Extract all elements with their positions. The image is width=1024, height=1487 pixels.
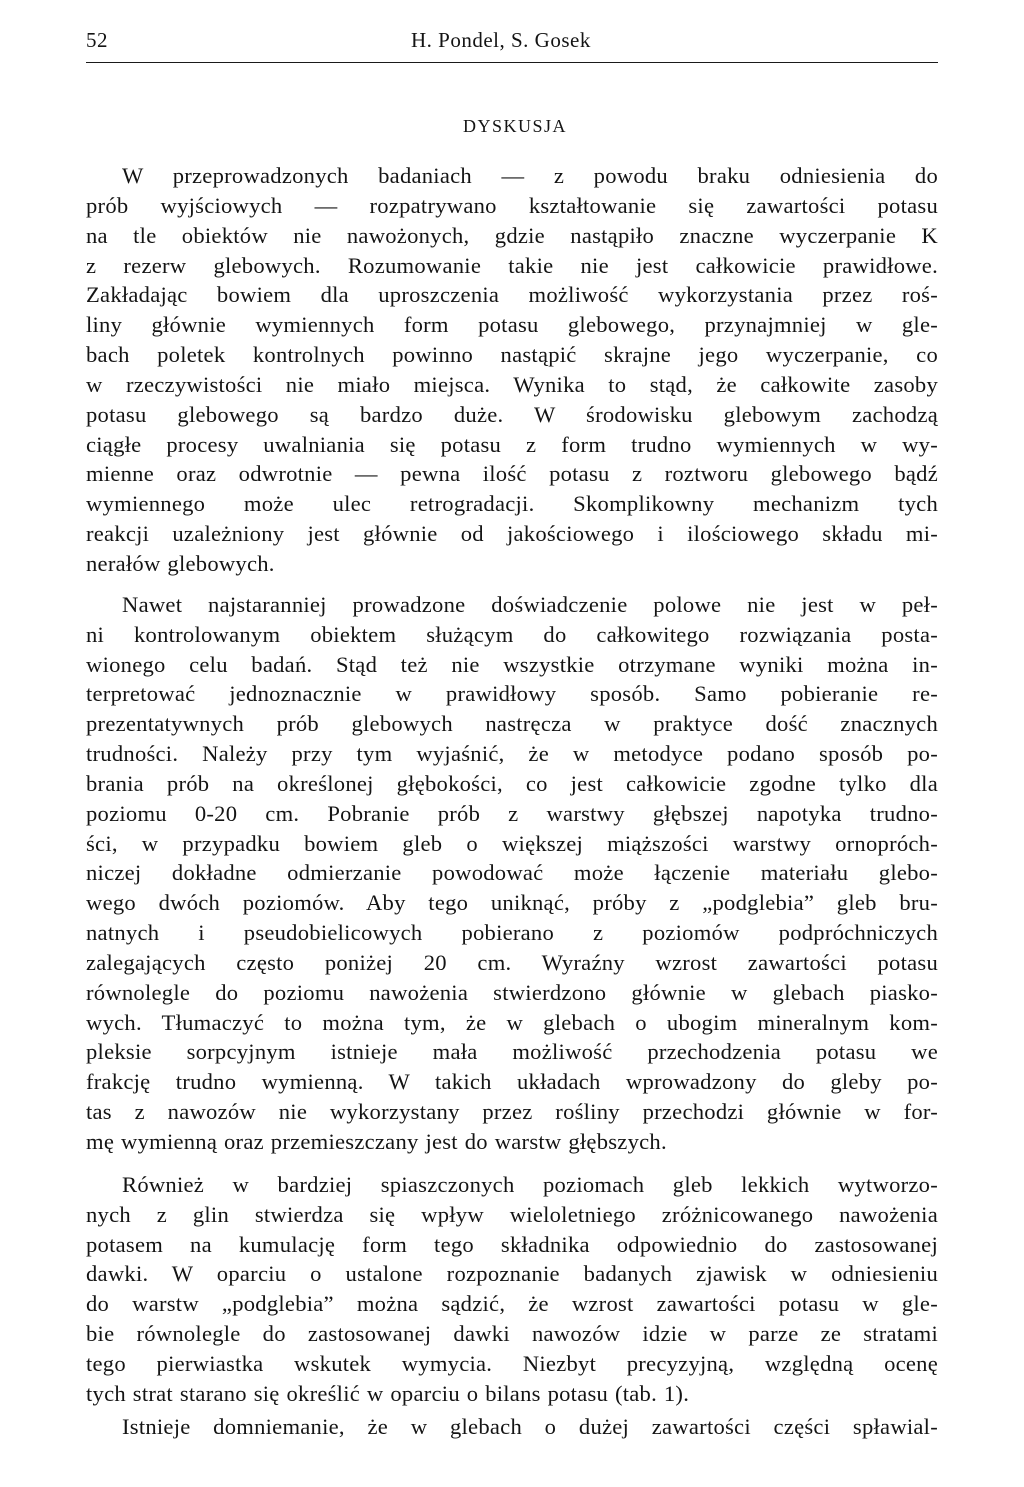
text-line: niczej dokładne odmierzanie powodować może łączenie materiału glebo- [86,860,938,886]
text-line: terpretować jednoznacznie w prawidłowy sposób. Samo pobieranie re- [86,681,938,707]
text-line: trudności. Należy przy tym wyjaśnić, że w metodyce podano sposób po- [86,741,938,767]
text-line: pleksie sorpcyjnym istnieje mała możliwość przechodzenia potasu we [86,1039,938,1065]
paragraph-discussion-intro [86,161,938,579]
text-line: ści, w przypadku bowiem gleb o większej miąższości warstwy ornopróch- [86,830,938,856]
text-line: na tle obiektów nie nawożonych, gdzie nastąpiło znaczne wyczerpanie K [86,222,938,248]
text-line: wionego celu badań. Stąd też nie wszystkie otrzymane wyniki można in- [86,651,938,677]
page-header [86,22,938,63]
text-line: natnych i pseudobielicowych pobierano z poziomów podpróchniczych [86,920,938,946]
text-line: potasem na kumulację form tego składnika odpowiednio do zastosowanej [86,1231,938,1257]
text-line: reakcji uzależniony jest głównie od jakościowego i ilościowego składu mi- [86,521,938,547]
text-line: tego pierwiastka wskutek wymycia. Niezbyt precyzyjną, względną ocenę [86,1350,938,1376]
text-line: potasu glebowego są bardzo duże. W środowisku glebowym zachodzą [86,401,938,427]
text-line: mienne oraz odwrotnie — pewna ilość potasu z roztworu glebowego bądź [86,461,938,487]
text-line: prezentatywnych prób glebowych nastręcza w praktyce dość znacznych [86,711,938,737]
text-line: frakcję trudno wymienną. W takich układach wprowadzony do gleby po- [86,1069,938,1095]
section-title: DYSKUSJA [462,116,568,136]
text-line: w rzeczywistości nie miało miejsca. Wynika to stąd, że całkowite zasoby [86,371,938,397]
text-line: ciągłe procesy uwalniania się potasu z form trudno wymiennych w wy- [86,431,938,457]
text-line: wymiennego może ulec retrogradacji. Skomplikowny mechanizm tych [86,491,938,517]
text-line: prób wyjściowych — rozpatrywano kształtowanie się zawartości potasu [86,192,938,218]
text-line: liny głównie wymiennych form potasu glebowego, przynajmniej w gle- [86,312,938,338]
paragraph-field-experiment [86,590,938,1157]
text-line: nych z glin stwierdza się wpływ wieloletniego zróżnicowanego nawożenia [86,1201,938,1227]
text-line: równolegle do poziomu nawożenia stwierdzono głównie w glebach piasko- [86,979,938,1005]
running-head-authors: H. Pondel, S. Gosek [411,28,591,52]
text-line: zalegających często poniżej 20 cm. Wyraźny wzrost zawartości potasu [86,949,938,975]
text-line: Nawet najstaranniej prowadzone doświadczenie polowe nie jest w peł- [122,591,938,617]
text-line: tych strat starano się określić w oparciu o bilans potasu (tab. 1). [86,1380,690,1406]
paragraph-light-soils [86,1170,938,1409]
text-line: brania prób na określonej głębokości, co jest całkowicie zgodne tylko dla [86,770,938,796]
paragraph-continuation [86,1412,938,1442]
text-line: do warstw „podglebia” można sądzić, że wzrost zawartości potasu w gle- [86,1291,938,1317]
text-line: wego dwóch poziomów. Aby tego uniknąć, próby z „podglebia” gleb bru- [86,890,938,916]
text-line: nerałów glebowych. [86,550,275,576]
article-body [86,161,938,1441]
text-line: tas z nawozów nie wykorzystany przez rośliny przechodzi głównie w for- [86,1099,938,1125]
text-line: W przeprowadzonych badaniach — z powodu braku odniesienia do [122,163,938,188]
text-line: poziomu 0-20 cm. Pobranie prób z warstwy głębszej napotyka trudno- [86,800,938,826]
document-page [86,22,938,1441]
text-line: bie równolegle do zastosowanej dawki nawozów idzie w parze ze stratami [86,1321,938,1347]
text-line: Istnieje domniemanie, że w glebach o dużej zawartości części spławial- [122,1413,938,1439]
text-line: Zakładając bowiem dla uproszczenia możliwość wykorzystania przez roś- [86,282,938,308]
text-line: Również w bardziej spiaszczonych poziomach gleb lekkich wytworzo- [122,1171,938,1197]
text-line: bach poletek kontrolnych powinno nastąpić skrajne jego wyczerpanie, co [86,342,938,368]
text-line: z rezerw glebowych. Rozumowanie takie nie jest całkowicie prawidłowe. [86,252,938,278]
text-line: ni kontrolowanym obiektem służącym do całkowitego rozwiązania posta- [86,621,938,647]
text-line: wych. Tłumaczyć to można tym, że w glebach o ubogim mineralnym kom- [86,1009,938,1035]
text-line: dawki. W oparciu o ustalone rozpoznanie badanych zjawisk w odniesieniu [86,1261,938,1287]
text-line: mę wymienną oraz przemieszczany jest do warstw głębszych. [86,1129,667,1154]
page-number: 52 [86,28,108,52]
